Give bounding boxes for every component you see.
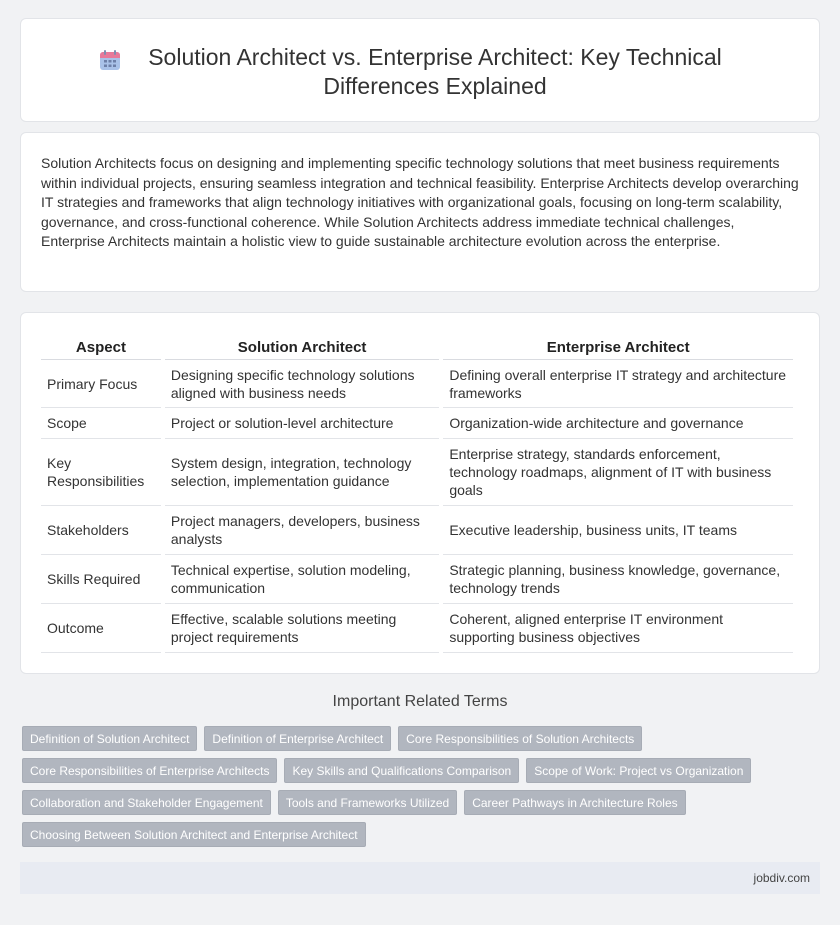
page-title: Solution Architect vs. Enterprise Architect: Key Technical Differences Explained (148, 44, 722, 99)
enterprise-cell: Strategic planning, business knowledge, governance, technology trends (443, 555, 793, 604)
table-row (41, 439, 793, 506)
header-enterprise-architect: Enterprise Architect (443, 333, 793, 360)
aspect-cell: Primary Focus (41, 360, 161, 408)
aspect-cell: Key Responsibilities (41, 439, 161, 506)
enterprise-cell: Organization-wide architecture and governance (443, 408, 793, 439)
solution-cell: Effective, scalable solutions meeting project requirements (165, 604, 439, 653)
comparison-table (37, 333, 797, 653)
comparison-table-card (20, 312, 820, 674)
related-term-tag[interactable]: Scope of Work: Project vs Organization (526, 758, 751, 783)
table-row (41, 408, 793, 439)
table-header-row (41, 333, 793, 360)
enterprise-cell: Enterprise strategy, standards enforcement, technology roadmaps, alignment of IT with business goals (443, 439, 793, 506)
table-row (41, 604, 793, 653)
table-row (41, 555, 793, 604)
related-term-tag[interactable]: Choosing Between Solution Architect and Enterprise Architect (22, 822, 366, 847)
related-terms-title: Important Related Terms (332, 693, 508, 710)
related-term-tag[interactable]: Tools and Frameworks Utilized (278, 790, 457, 815)
aspect-cell: Skills Required (41, 555, 161, 604)
header-aspect: Aspect (41, 333, 161, 360)
intro-text: Solution Architects focus on designing and implementing specific technology solutions that meet business requirements within individual projects, ensuring seamless integration and technical feasibility. Enterprise Architects develop overarching IT strategies and frameworks that align technology initiatives with organizational goals, focusing on long-term scalability, governance, and cross-functional coherence. While Solution Architects address immediate technical challenges, Enterprise Architects maintain a holistic view to guide sustainable architecture evolution across the enterprise. (41, 155, 799, 249)
table-row (41, 360, 793, 408)
related-term-tag[interactable]: Career Pathways in Architecture Roles (464, 790, 685, 815)
related-term-tag[interactable]: Definition of Solution Architect (22, 726, 197, 751)
aspect-cell: Stakeholders (41, 506, 161, 555)
enterprise-cell: Defining overall enterprise IT strategy and architecture frameworks (443, 360, 793, 408)
solution-cell: Project or solution-level architecture (165, 408, 439, 439)
title-wrap (21, 43, 819, 101)
header-solution-architect: Solution Architect (165, 333, 439, 360)
related-terms-list (22, 726, 802, 847)
footer-site-link[interactable]: jobdiv.com (753, 871, 810, 885)
footer (20, 862, 820, 894)
related-term-tag[interactable]: Core Responsibilities of Enterprise Architects (22, 758, 277, 783)
related-term-tag[interactable]: Collaboration and Stakeholder Engagement (22, 790, 271, 815)
solution-cell: Technical expertise, solution modeling, communication (165, 555, 439, 604)
related-term-tag[interactable]: Key Skills and Qualifications Comparison (284, 758, 519, 783)
solution-cell: Project managers, developers, business analysts (165, 506, 439, 555)
aspect-cell: Scope (41, 408, 161, 439)
solution-cell: Designing specific technology solutions aligned with business needs (165, 360, 439, 408)
intro-card (20, 132, 820, 292)
related-term-tag[interactable]: Definition of Enterprise Architect (204, 726, 391, 751)
enterprise-cell: Coherent, aligned enterprise IT environment supporting business objectives (443, 604, 793, 653)
aspect-cell: Outcome (41, 604, 161, 653)
enterprise-cell: Executive leadership, business units, IT teams (443, 506, 793, 555)
calendar-icon (99, 49, 121, 71)
related-term-tag[interactable]: Core Responsibilities of Solution Architects (398, 726, 642, 751)
table-row (41, 506, 793, 555)
header-card (20, 18, 820, 122)
solution-cell: System design, integration, technology selection, implementation guidance (165, 439, 439, 506)
